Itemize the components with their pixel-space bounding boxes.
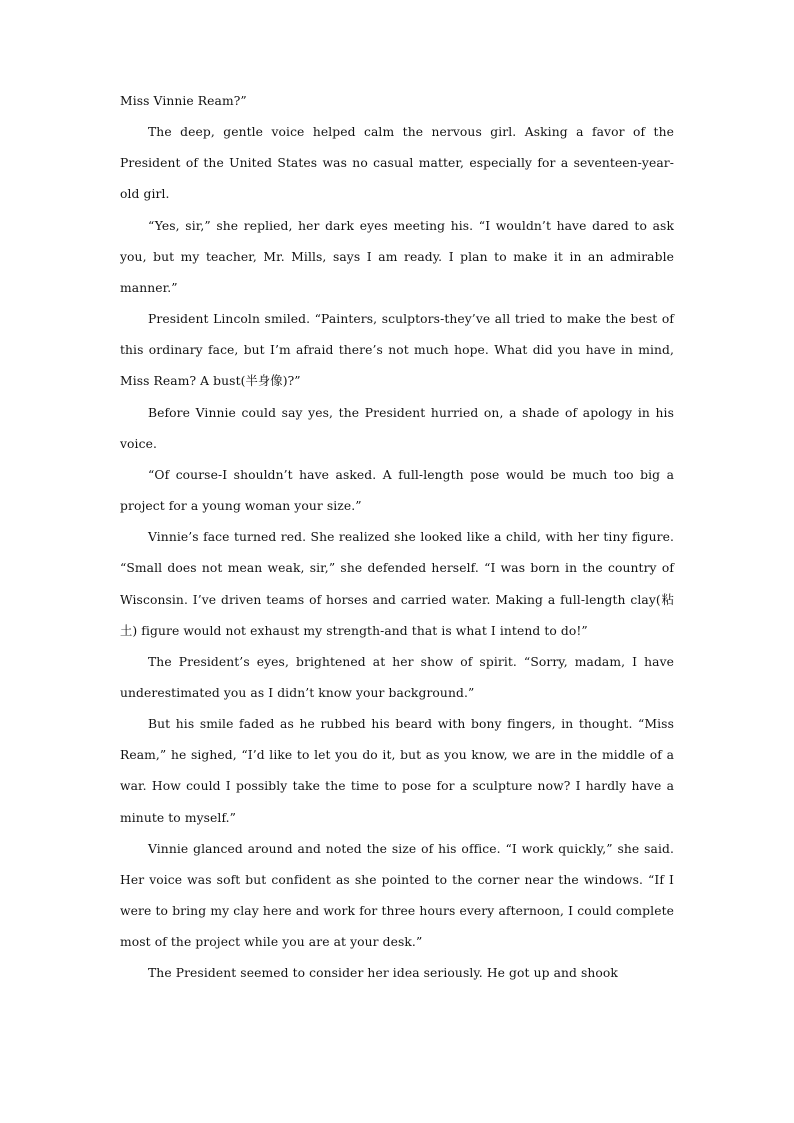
paragraph-1: Miss Vinnie Ream?” — [120, 94, 247, 108]
paragraph-9: But his smile faded as he rubbed his beard with bony fingers, in thought. “Miss Ream,” he sighed, “I’d like to let you do it, but as you know, we are in the middle of a war. How could I possibly take the time to pose for a sculpture now? I hardly have a minute to myself.” — [120, 717, 674, 825]
paragraph-3: “Yes, sir,” she replied, her dark eyes meeting his. “I wouldn’t have dared to ask you, but my teacher, Mr. Mills, says I am ready. I plan to make it in an admirable manner.” — [120, 218, 674, 295]
paragraph-2: The deep, gentle voice helped calm the nervous girl. Asking a favor of the President of the United States was no casual matter, especially for a seventeen-year-old girl. — [120, 125, 674, 202]
document-page — [120, 86, 674, 990]
paragraph-6: “Of course-I shouldn’t have asked. A full-length pose would be much too big a project for a young woman your size.” — [120, 467, 674, 514]
paragraph-7: Vinnie’s face turned red. She realized she looked like a child, with her tiny figure. “Small does not mean weak, sir,” she defended herself. “I was born in the country of Wisconsin. I’ve driven teams of horses and carried water. Making a full-length clay(粘土) figure would not exhaust my strength-and that is what I intend to do!” — [120, 530, 674, 638]
paragraph-4: President Lincoln smiled. “Painters, sculptors-they’ve all tried to make the best of this ordinary face, but I’m afraid there’s not much hope. What did you have in mind, Miss Ream? A bust(半身像)?” — [120, 312, 674, 389]
paragraph-10: Vinnie glanced around and noted the size of his office. “I work quickly,” she said. Her voice was soft but confident as she pointed to the corner near the windows. “If I were to bring my clay here and work for three hours every afternoon, I could complete most of the project while you are at your desk.” — [120, 841, 674, 950]
paragraph-8: The President’s eyes, brightened at her show of spirit. “Sorry, madam, I have underestimated you as I didn’t know your background.” — [120, 654, 674, 700]
paragraph-11: The President seemed to consider her idea seriously. He got up and shook — [148, 966, 618, 981]
paragraph-5: Before Vinnie could say yes, the President hurried on, a shade of apology in his voice. — [120, 405, 674, 451]
